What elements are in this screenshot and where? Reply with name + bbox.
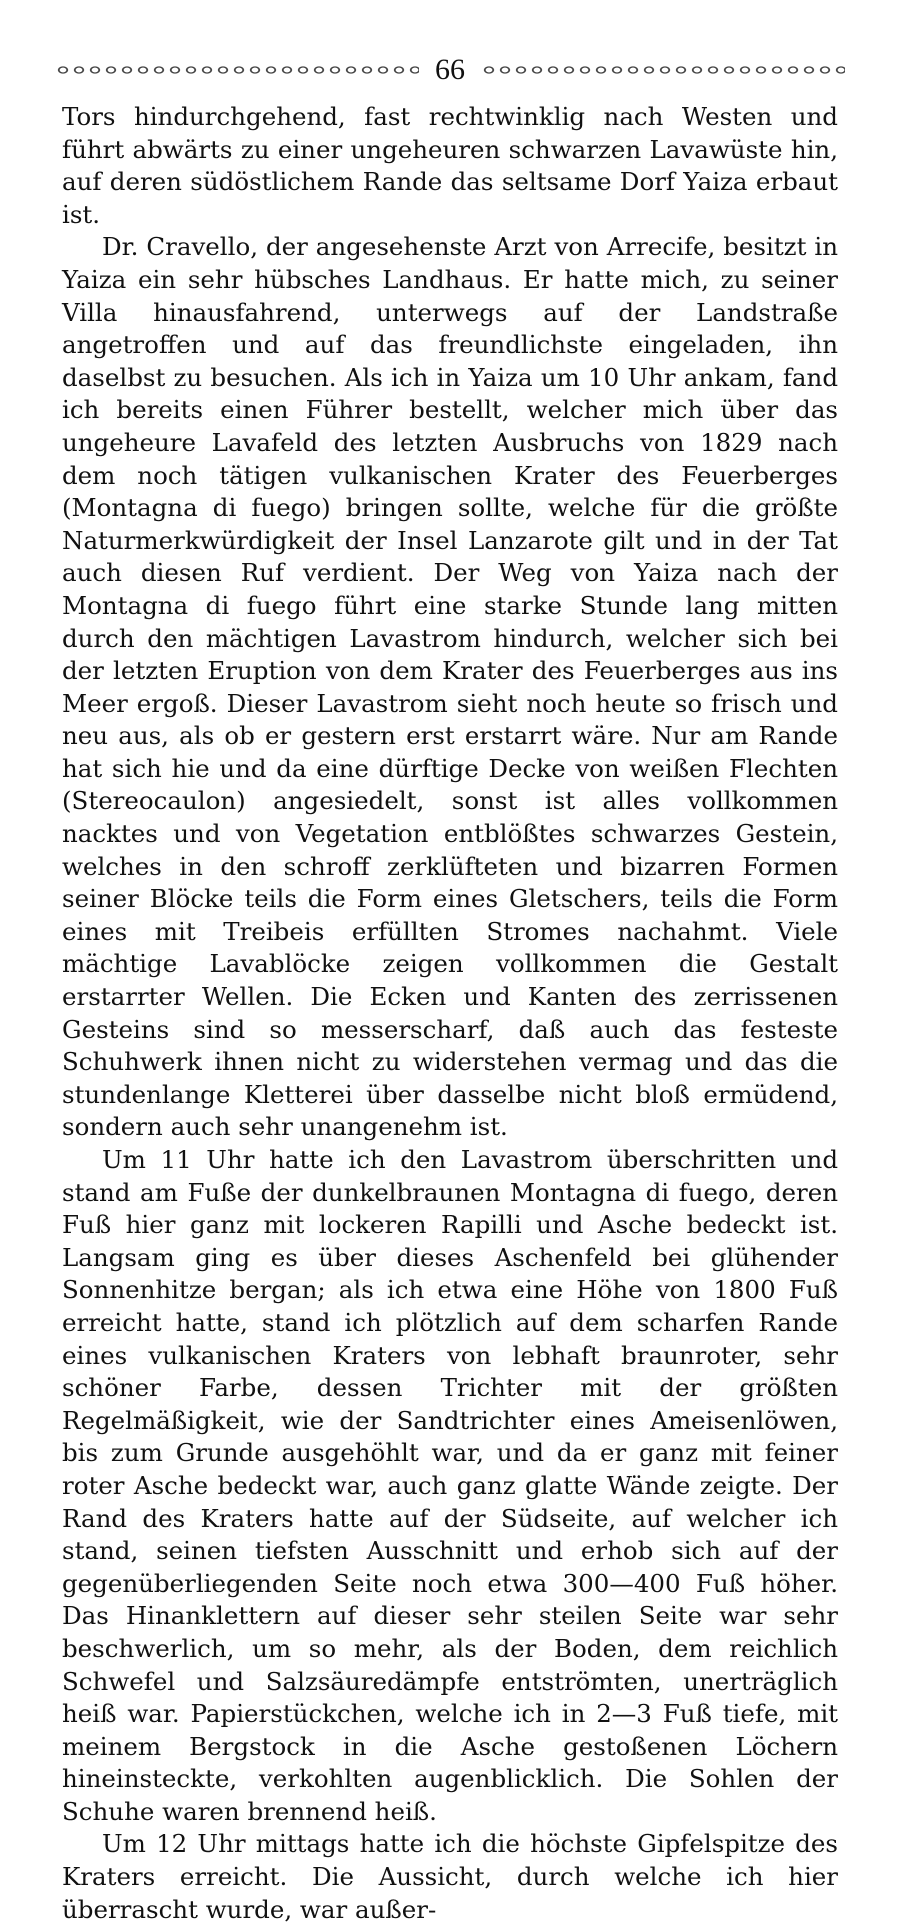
page-number: 66 [435,53,465,86]
page-header [55,50,845,90]
paragraph-2: Dr. Cravello, der angesehenste Arzt von Arrecife, besitzt in Yaiza ein sehr hübsches Landhaus. Er hatte mich, zu seiner Villa hinausfahrend, unterwegs auf der Landstraße angetroffen und auf das freundlichste eingeladen, ihn daselbst zu besuchen. Als ich in Yaiza um 10 Uhr ankam, fand ich bereits einen Führer bestellt, welcher mich über das ungeheure Lavafeld des letzten Ausbruchs von 1829 nach dem noch tätigen vulkanischen Krater des Feuerberges (Montagna di fuego) bringen sollte, welche für die größte Naturmerkwürdigkeit der Insel Lanzarote gilt und in der Tat auch diesen Ruf verdient. Der Weg von Yaiza nach der Montagna di fuego führt eine starke Stunde lang mitten durch den mächtigen Lavastrom hindurch, welcher sich bei der letzten Eruption von dem Krater des Feuerberges aus ins Meer ergoß. Dieser Lavastrom sieht noch heute so frisch und neu aus, als ob er gestern erst erstarrt wäre. Nur am Rande hat sich hie und da eine dürftige Decke von weißen Flechten (Stereocaulon) angesiedelt, sonst ist alles vollkommen nacktes und von Vegetation entblößtes schwarzes Gestein, welches in den schroff zerklüfteten und bizarren Formen seiner Blöcke teils die Form eines Gletschers, teils die Form eines mit Treibeis erfüllten Stromes nachahmt. Viele mächtige Lavablöcke zeigen vollkommen die Gestalt erstarrter Wellen. Die Ecken und Kanten des zerrissenen Gesteins sind so messerscharf, daß auch das festeste Schuhwerk ihnen nicht zu widerstehen vermag und das die stundenlange Kletterei über dasselbe nicht bloß ermüdend, sondern auch sehr unangenehm ist. [62,232,838,1142]
left-ornament-rule [55,63,419,77]
body-text [62,101,838,1926]
paragraph-3: Um 11 Uhr hatte ich den Lavastrom überschritten und stand am Fuße der dunkelbraunen Montagna di fuego, deren Fuß hier ganz mit lockeren Rapilli und Asche bedeckt ist. Langsam ging es über dieses Aschenfeld bei glühender Sonnenhitze bergan; als ich etwa eine Höhe von 1800 Fuß erreicht hatte, stand ich plötzlich auf dem scharfen Rande eines vulkanischen Kraters von lebhaft braunroter, sehr schöner Farbe, dessen Trichter mit der größten Regelmäßigkeit, wie der Sandtrichter eines Ameisenlöwen, bis zum Grunde ausgehöhlt war, und da er ganz mit feiner roter Asche bedeckt war, auch ganz glatte Wände zeigte. Der Rand des Kraters hatte auf der Südseite, auf welcher ich stand, seinen tiefsten Ausschnitt und erhob sich auf der gegenüberliegenden Seite noch etwa 300—400 Fuß höher. Das Hinanklettern auf dieser sehr steilen Seite war sehr beschwerlich, um so mehr, als der Boden, dem reichlich Schwefel und Salzsäuredämpfe entströmten, unerträglich heiß war. Papierstückchen, welche ich in 2—3 Fuß tiefe, mit meinem Bergstock in die Asche gestoßenen Löchern hineinsteckte, verkohlten augenblicklich. Die Sohlen der Schuhe waren brennend heiß. [62,1145,838,1826]
right-ornament-rule [481,63,845,77]
paragraph-1: Tors hindurchgehend, fast rechtwinklig nach Westen und führt abwärts zu einer ungeheuren schwarzen Lavawüste hin, auf deren südöstlichem Rande das seltsame Dorf Yaiza erbaut ist. [62,102,838,229]
paragraph-4: Um 12 Uhr mittags hatte ich die höchste Gipfelspitze des Kraters erreicht. Die Aussicht, durch welche ich hier überrascht wurde, war außer- [62,1829,838,1924]
